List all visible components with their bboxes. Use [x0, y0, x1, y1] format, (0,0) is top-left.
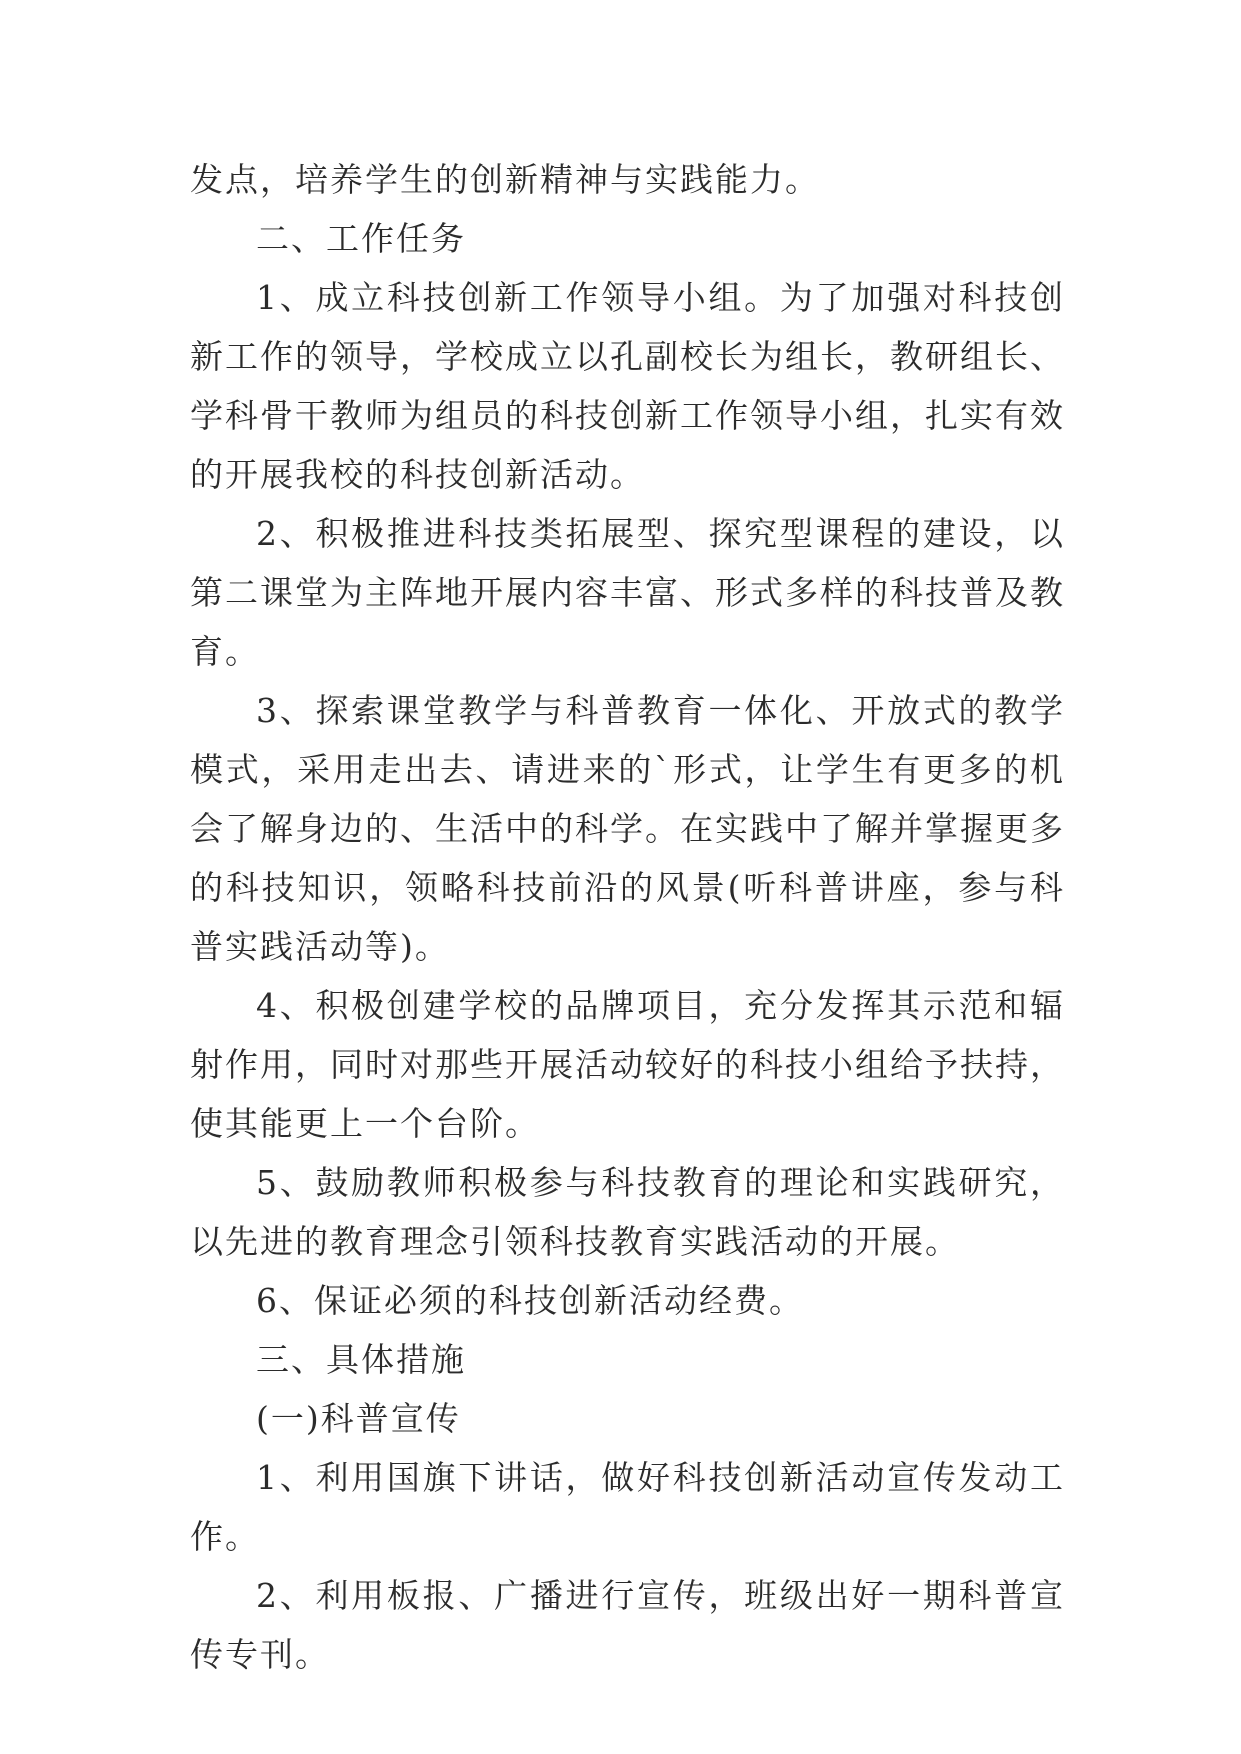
paragraph-continuation: 发点，培养学生的创新精神与实践能力。	[190, 160, 820, 199]
task-item-5: 5、鼓励教师积极参与科技教育的理论和实践研究，以先进的教育理念引领科技教育实践活动的开展。	[190, 1163, 1065, 1261]
measure-item-2: 2、利用板报、广播进行宣传，班级出好一期科普宣传专刊。	[190, 1576, 1065, 1674]
task-item-2: 2、积极推进科技类拓展型、探究型课程的建设，以第二课堂为主阵地开展内容丰富、形式多样的科技普及教育。	[190, 514, 1065, 671]
section-heading-work-tasks: 二、工作任务	[256, 219, 466, 258]
task-item-3: 3、探索课堂教学与科普教育一体化、开放式的教学模式，采用走出去、请进来的`形式，让学生有更多的机会了解身边的、生活中的科学。在实践中了解并掌握更多的科技知识，领略科技前沿的风景(听科普讲座，参与科普实践活动等)。	[190, 691, 1065, 966]
task-item-6: 6、保证必须的科技创新活动经费。	[256, 1281, 804, 1320]
document-body	[190, 150, 1065, 1684]
task-item-4: 4、积极创建学校的品牌项目，充分发挥其示范和辐射作用，同时对那些开展活动较好的科技小组给予扶持，使其能更上一个台阶。	[190, 986, 1065, 1143]
measure-item-1: 1、利用国旗下讲话，做好科技创新活动宣传发动工作。	[190, 1458, 1065, 1556]
task-item-1: 1、成立科技创新工作领导小组。为了加强对科技创新工作的领导，学校成立以孔副校长为组长，教研组长、学科骨干教师为组员的科技创新工作领导小组，扎实有效的开展我校的科技创新活动。	[190, 278, 1065, 494]
section-heading-measures: 三、具体措施	[256, 1340, 466, 1379]
subsection-heading-publicity: (一)科普宣传	[256, 1399, 461, 1438]
